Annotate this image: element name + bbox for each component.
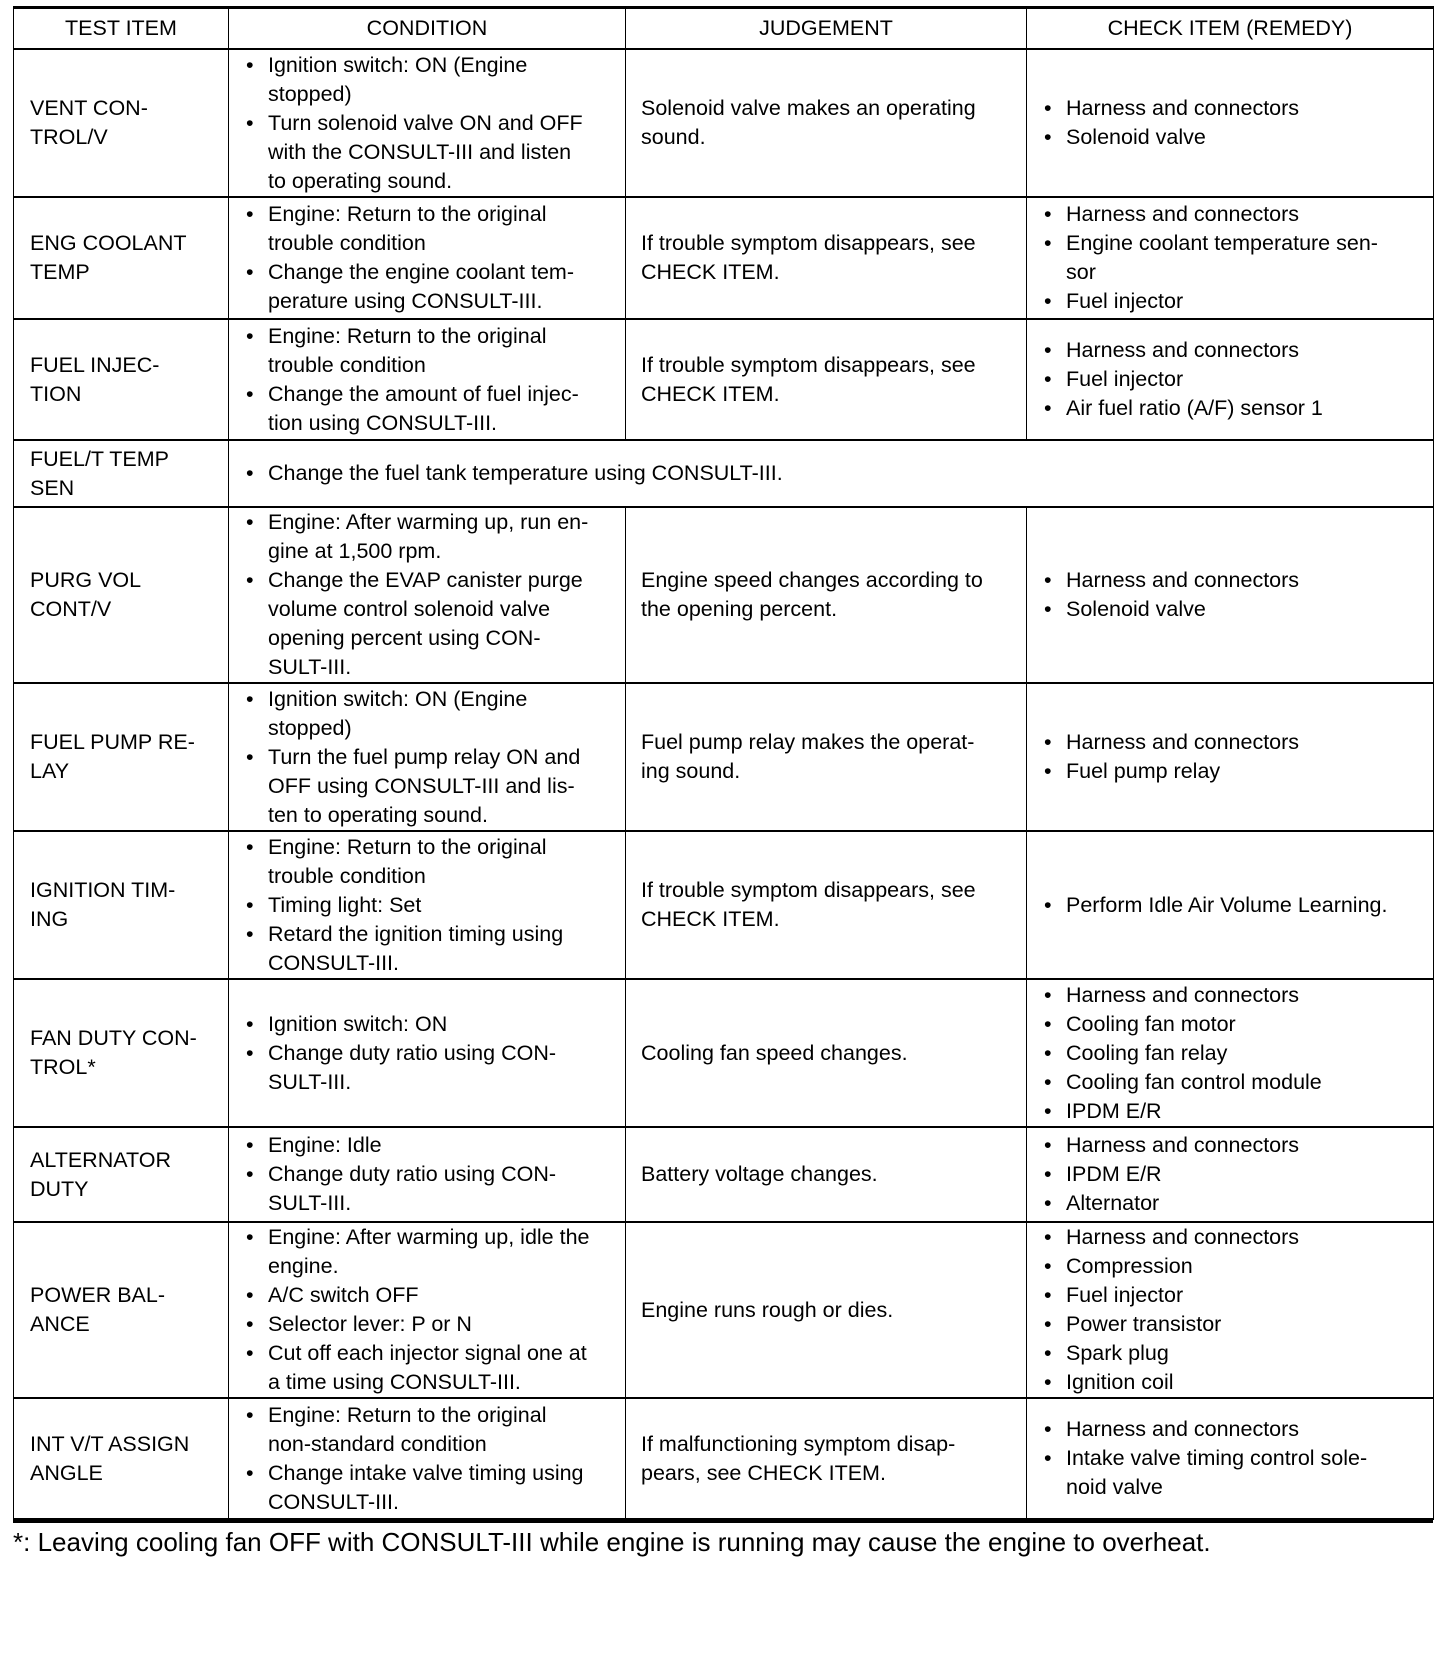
condition-list-item	[243, 1010, 617, 1039]
check-item-text: Alternator	[1066, 1191, 1160, 1215]
check-item-cell	[1027, 683, 1434, 831]
bullet-icon: •	[1044, 1370, 1052, 1394]
check-item-list	[1041, 1131, 1425, 1218]
check-item-list-item	[1041, 1010, 1425, 1039]
test-item-cell: VENT CON- TROL/V	[14, 49, 229, 197]
condition-text: Cut off each injector signal one at a time using CONSULT-III.	[268, 1341, 587, 1394]
check-item-list-item	[1041, 1339, 1425, 1368]
condition-list-item	[243, 920, 617, 978]
check-item-text: Perform Idle Air Volume Learning.	[1066, 892, 1388, 917]
check-item-cell	[1027, 507, 1434, 683]
table-header-row	[14, 8, 1434, 50]
check-item-cell	[1027, 1127, 1434, 1222]
bullet-icon: •	[246, 568, 254, 592]
check-item-text: Harness and connectors	[1066, 202, 1300, 226]
condition-text: Change the EVAP canister purge volume control solenoid valve opening percent using CON- SULT-III.	[268, 568, 583, 679]
active-test-table	[13, 6, 1434, 1520]
condition-cell	[229, 979, 626, 1127]
condition-list-item	[243, 833, 617, 891]
test-item-cell: FUEL PUMP RE- LAY	[14, 683, 229, 831]
bullet-icon: •	[1044, 1254, 1052, 1278]
condition-list-item	[243, 1459, 617, 1517]
condition-list	[243, 685, 617, 830]
bullet-icon: •	[246, 52, 254, 77]
condition-list-item	[243, 51, 617, 109]
check-item-list-item	[1041, 94, 1425, 123]
condition-cell	[229, 831, 626, 979]
bullet-icon: •	[1044, 1011, 1052, 1036]
header-judgement: JUDGEMENT	[626, 8, 1027, 50]
check-item-text: Harness and connectors	[1066, 568, 1300, 592]
check-item-text: Cooling fan control module	[1066, 1069, 1322, 1094]
condition-list-item	[243, 1281, 617, 1310]
judgement-cell: If trouble symptom disappears, see CHECK ITEM.	[626, 831, 1027, 979]
condition-text: Change the fuel tank temperature using CONSULT-III.	[268, 461, 783, 485]
bullet-icon: •	[246, 686, 254, 711]
judgement-cell: If malfunctioning symptom disap- pears, see CHECK ITEM.	[626, 1398, 1027, 1519]
table-row	[14, 683, 1434, 831]
check-item-text: Harness and connectors	[1066, 982, 1300, 1007]
check-item-list-item	[1041, 1223, 1425, 1252]
bullet-icon: •	[246, 381, 254, 406]
check-item-list-item	[1041, 365, 1425, 394]
condition-text: Engine: Return to the original non-standard condition	[268, 1402, 547, 1456]
check-item-text: IPDM E/R	[1066, 1098, 1162, 1123]
header-check-item: CHECK ITEM (REMEDY)	[1027, 8, 1434, 50]
condition-list-item	[243, 1223, 617, 1281]
check-item-list-item	[1041, 1368, 1425, 1397]
test-item-cell: POWER BAL- ANCE	[14, 1222, 229, 1398]
test-item-cell: FUEL INJEC- TION	[14, 319, 229, 440]
condition-text: Turn solenoid valve ON and OFF with the CONSULT-III and listen to operating sound.	[268, 110, 583, 193]
condition-list	[243, 1223, 617, 1397]
check-item-list	[1041, 200, 1425, 316]
bullet-icon: •	[246, 1133, 254, 1157]
bullet-icon: •	[1044, 125, 1052, 149]
condition-text: Ignition switch: ON	[268, 1011, 448, 1036]
check-item-text: Harness and connectors	[1066, 1417, 1300, 1441]
check-item-list-item	[1041, 287, 1425, 316]
check-item-list-item	[1041, 1415, 1425, 1444]
table-row	[14, 831, 1434, 979]
condition-text: Engine: Return to the original trouble condition	[268, 202, 547, 255]
check-item-text: Spark plug	[1066, 1341, 1169, 1365]
check-item-list-item	[1041, 1131, 1425, 1160]
check-item-text: Solenoid valve	[1066, 125, 1206, 149]
footnote: *: Leaving cooling fan OFF with CONSULT-III while engine is running may cause the engine to overheat.	[13, 1520, 1433, 1561]
check-item-cell	[1027, 979, 1434, 1127]
check-item-list-item	[1041, 1252, 1425, 1281]
table-row	[14, 319, 1434, 440]
bullet-icon: •	[1044, 396, 1052, 420]
check-item-text: Solenoid valve	[1066, 597, 1206, 621]
bullet-icon: •	[246, 1402, 254, 1427]
bullet-icon: •	[1044, 1225, 1052, 1249]
condition-text: Change intake valve timing using CONSULT-III.	[268, 1460, 584, 1514]
judgement-cell: Engine speed changes according to the opening percent.	[626, 507, 1027, 683]
check-item-list-item	[1041, 728, 1425, 757]
bullet-icon: •	[1044, 1069, 1052, 1094]
judgement-cell: Solenoid valve makes an operating sound.	[626, 49, 1027, 197]
check-item-list-item	[1041, 891, 1425, 920]
condition-text: Engine: After warming up, idle the engine.	[268, 1225, 590, 1278]
table-row	[14, 440, 1434, 507]
check-item-text: Compression	[1066, 1254, 1193, 1278]
check-item-cell	[1027, 831, 1434, 979]
check-item-text: Harness and connectors	[1066, 1225, 1300, 1249]
check-item-text: IPDM E/R	[1066, 1162, 1162, 1186]
condition-cell	[229, 1398, 626, 1519]
bullet-icon: •	[1044, 231, 1052, 255]
check-item-list-item	[1041, 1097, 1425, 1126]
condition-cell	[229, 197, 626, 319]
check-item-cell	[1027, 1398, 1434, 1519]
check-item-list-item	[1041, 757, 1425, 786]
condition-list	[243, 1010, 617, 1097]
check-item-text: Harness and connectors	[1066, 730, 1300, 754]
bullet-icon: •	[1044, 367, 1052, 391]
check-item-list-item	[1041, 1281, 1425, 1310]
bullet-icon: •	[246, 921, 254, 946]
check-item-list	[1041, 1223, 1425, 1397]
check-item-text: Harness and connectors	[1066, 96, 1300, 120]
bullet-icon: •	[246, 1162, 254, 1186]
condition-list	[243, 459, 1425, 488]
condition-list-item	[243, 459, 1425, 488]
condition-text: Selector lever: P or N	[268, 1312, 472, 1336]
check-item-list	[1041, 1415, 1425, 1502]
condition-list-item	[243, 200, 617, 258]
check-item-list-item	[1041, 595, 1425, 624]
condition-text: Engine: Idle	[268, 1133, 382, 1157]
bullet-icon: •	[1044, 1312, 1052, 1336]
test-item-cell: FUEL/T TEMP SEN	[14, 440, 229, 507]
check-item-list-item	[1041, 336, 1425, 365]
condition-list-item	[243, 566, 617, 682]
check-item-text: Fuel injector	[1066, 367, 1184, 391]
condition-text: Change the engine coolant tem- perature using CONSULT-III.	[268, 260, 574, 313]
check-item-list	[1041, 566, 1425, 624]
test-item-cell: INT V/T ASSIGN ANGLE	[14, 1398, 229, 1519]
condition-text: Engine: Return to the original trouble condition	[268, 323, 547, 377]
bullet-icon: •	[246, 892, 254, 917]
bullet-icon: •	[1044, 597, 1052, 621]
check-item-list-item	[1041, 200, 1425, 229]
table-row	[14, 979, 1434, 1127]
condition-list-item	[243, 109, 617, 196]
condition-text: Turn the fuel pump relay ON and OFF using CONSULT-III and lis- ten to operating sound.	[268, 744, 581, 827]
condition-list-item	[243, 743, 617, 830]
bullet-icon: •	[246, 260, 254, 284]
table-row	[14, 1127, 1434, 1222]
condition-text: Ignition switch: ON (Engine stopped)	[268, 686, 528, 740]
bullet-icon: •	[1044, 759, 1052, 783]
bullet-icon: •	[246, 461, 254, 485]
bullet-icon: •	[246, 1225, 254, 1249]
bullet-icon: •	[246, 1312, 254, 1336]
bullet-icon: •	[246, 1460, 254, 1485]
check-item-text: Fuel injector	[1066, 1283, 1184, 1307]
test-item-cell: ALTERNATOR DUTY	[14, 1127, 229, 1222]
condition-text: Retard the ignition timing using CONSULT-III.	[268, 921, 564, 975]
bullet-icon: •	[1044, 1162, 1052, 1186]
test-item-cell: PURG VOL CONT/V	[14, 507, 229, 683]
bullet-icon: •	[1044, 338, 1052, 362]
condition-text: Change the amount of fuel injec- tion using CONSULT-III.	[268, 381, 579, 435]
check-item-list-item	[1041, 1160, 1425, 1189]
bullet-icon: •	[1044, 568, 1052, 592]
test-item-cell: ENG COOLANT TEMP	[14, 197, 229, 319]
check-item-list-item	[1041, 229, 1425, 287]
bullet-icon: •	[246, 323, 254, 348]
condition-text: Timing light: Set	[268, 892, 422, 917]
condition-list	[243, 200, 617, 316]
bullet-icon: •	[1044, 892, 1052, 917]
condition-list-item	[243, 1401, 617, 1459]
condition-cell	[229, 507, 626, 683]
bullet-icon: •	[1044, 1133, 1052, 1157]
bullet-icon: •	[1044, 1341, 1052, 1365]
bullet-icon: •	[246, 110, 254, 135]
check-item-text: Fuel pump relay	[1066, 759, 1221, 783]
condition-cell	[229, 319, 626, 440]
judgement-cell: Engine runs rough or dies.	[626, 1222, 1027, 1398]
check-item-cell	[1027, 197, 1434, 319]
bullet-icon: •	[1044, 1446, 1052, 1470]
check-item-text: Ignition coil	[1066, 1370, 1174, 1394]
condition-text: Engine: After warming up, run en- gine at 1,500 rpm.	[268, 510, 589, 563]
condition-text: Change duty ratio using CON- SULT-III.	[268, 1040, 557, 1094]
bullet-icon: •	[1044, 730, 1052, 754]
check-item-list-item	[1041, 1444, 1425, 1502]
judgement-cell: Fuel pump relay makes the operat- ing sound.	[626, 683, 1027, 831]
check-item-list-item	[1041, 1039, 1425, 1068]
condition-list-item	[243, 1160, 617, 1218]
condition-list	[243, 51, 617, 196]
judgement-cell: If trouble symptom disappears, see CHECK ITEM.	[626, 319, 1027, 440]
bullet-icon: •	[246, 1011, 254, 1036]
condition-list-item	[243, 891, 617, 920]
bullet-icon: •	[246, 510, 254, 534]
condition-text: Change duty ratio using CON- SULT-III.	[268, 1162, 557, 1215]
check-item-list-item	[1041, 1068, 1425, 1097]
table-row	[14, 49, 1434, 197]
condition-list-item	[243, 1310, 617, 1339]
judgement-cell: Cooling fan speed changes.	[626, 979, 1027, 1127]
check-item-text: Harness and connectors	[1066, 1133, 1300, 1157]
test-item-cell: FAN DUTY CON- TROL*	[14, 979, 229, 1127]
condition-list	[243, 322, 617, 438]
check-item-list	[1041, 981, 1425, 1126]
header-condition: CONDITION	[229, 8, 626, 50]
test-item-cell: IGNITION TIM- ING	[14, 831, 229, 979]
condition-text: A/C switch OFF	[268, 1283, 419, 1307]
check-item-text: Engine coolant temperature sen- sor	[1066, 231, 1378, 284]
judgement-cell: Battery voltage changes.	[626, 1127, 1027, 1222]
condition-list	[243, 833, 617, 978]
check-item-cell	[1027, 49, 1434, 197]
condition-list	[243, 1131, 617, 1218]
condition-list-item	[243, 322, 617, 380]
condition-text: Ignition switch: ON (Engine stopped)	[268, 52, 528, 106]
check-item-cell	[1027, 1222, 1434, 1398]
condition-cell	[229, 1222, 626, 1398]
bullet-icon: •	[246, 1283, 254, 1307]
bullet-icon: •	[246, 202, 254, 226]
bullet-icon: •	[1044, 202, 1052, 226]
check-item-list-item	[1041, 1310, 1425, 1339]
table-row	[14, 1398, 1434, 1519]
condition-list-item	[243, 1131, 617, 1160]
bullet-icon: •	[1044, 1283, 1052, 1307]
condition-cell	[229, 683, 626, 831]
check-item-list-item	[1041, 123, 1425, 152]
check-item-list-item	[1041, 1189, 1425, 1218]
condition-cell	[229, 1127, 626, 1222]
bullet-icon: •	[246, 1040, 254, 1065]
check-item-list	[1041, 336, 1425, 423]
check-item-list-item	[1041, 394, 1425, 423]
check-item-list	[1041, 891, 1425, 920]
condition-cell	[229, 49, 626, 197]
header-test-item: TEST ITEM	[14, 8, 229, 50]
bullet-icon: •	[1044, 1417, 1052, 1441]
active-test-document	[13, 6, 1433, 1561]
check-item-text: Cooling fan motor	[1066, 1011, 1236, 1036]
check-item-list	[1041, 94, 1425, 152]
check-item-cell	[1027, 319, 1434, 440]
condition-cell	[229, 440, 1434, 507]
condition-text: Engine: Return to the original trouble condition	[268, 834, 547, 888]
condition-list-item	[243, 685, 617, 743]
condition-list-item	[243, 508, 617, 566]
condition-list-item	[243, 1339, 617, 1397]
table-row	[14, 1222, 1434, 1398]
check-item-text: Cooling fan relay	[1066, 1040, 1228, 1065]
condition-list-item	[243, 380, 617, 438]
bullet-icon: •	[1044, 1191, 1052, 1215]
table-row	[14, 507, 1434, 683]
check-item-text: Power transistor	[1066, 1312, 1222, 1336]
bullet-icon: •	[1044, 289, 1052, 313]
bullet-icon: •	[1044, 982, 1052, 1007]
bullet-icon: •	[246, 834, 254, 859]
judgement-cell: If trouble symptom disappears, see CHECK ITEM.	[626, 197, 1027, 319]
check-item-list-item	[1041, 981, 1425, 1010]
bullet-icon: •	[1044, 1040, 1052, 1065]
table-row	[14, 197, 1434, 319]
condition-list	[243, 508, 617, 682]
check-item-text: Fuel injector	[1066, 289, 1184, 313]
bullet-icon: •	[1044, 96, 1052, 120]
check-item-list	[1041, 728, 1425, 786]
check-item-list-item	[1041, 566, 1425, 595]
check-item-text: Harness and connectors	[1066, 338, 1300, 362]
check-item-text: Air fuel ratio (A/F) sensor 1	[1066, 396, 1323, 420]
condition-list	[243, 1401, 617, 1517]
bullet-icon: •	[246, 744, 254, 769]
bullet-icon: •	[1044, 1098, 1052, 1123]
condition-list-item	[243, 258, 617, 316]
condition-list-item	[243, 1039, 617, 1097]
bullet-icon: •	[246, 1341, 254, 1365]
check-item-text: Intake valve timing control sole- noid valve	[1066, 1446, 1368, 1499]
